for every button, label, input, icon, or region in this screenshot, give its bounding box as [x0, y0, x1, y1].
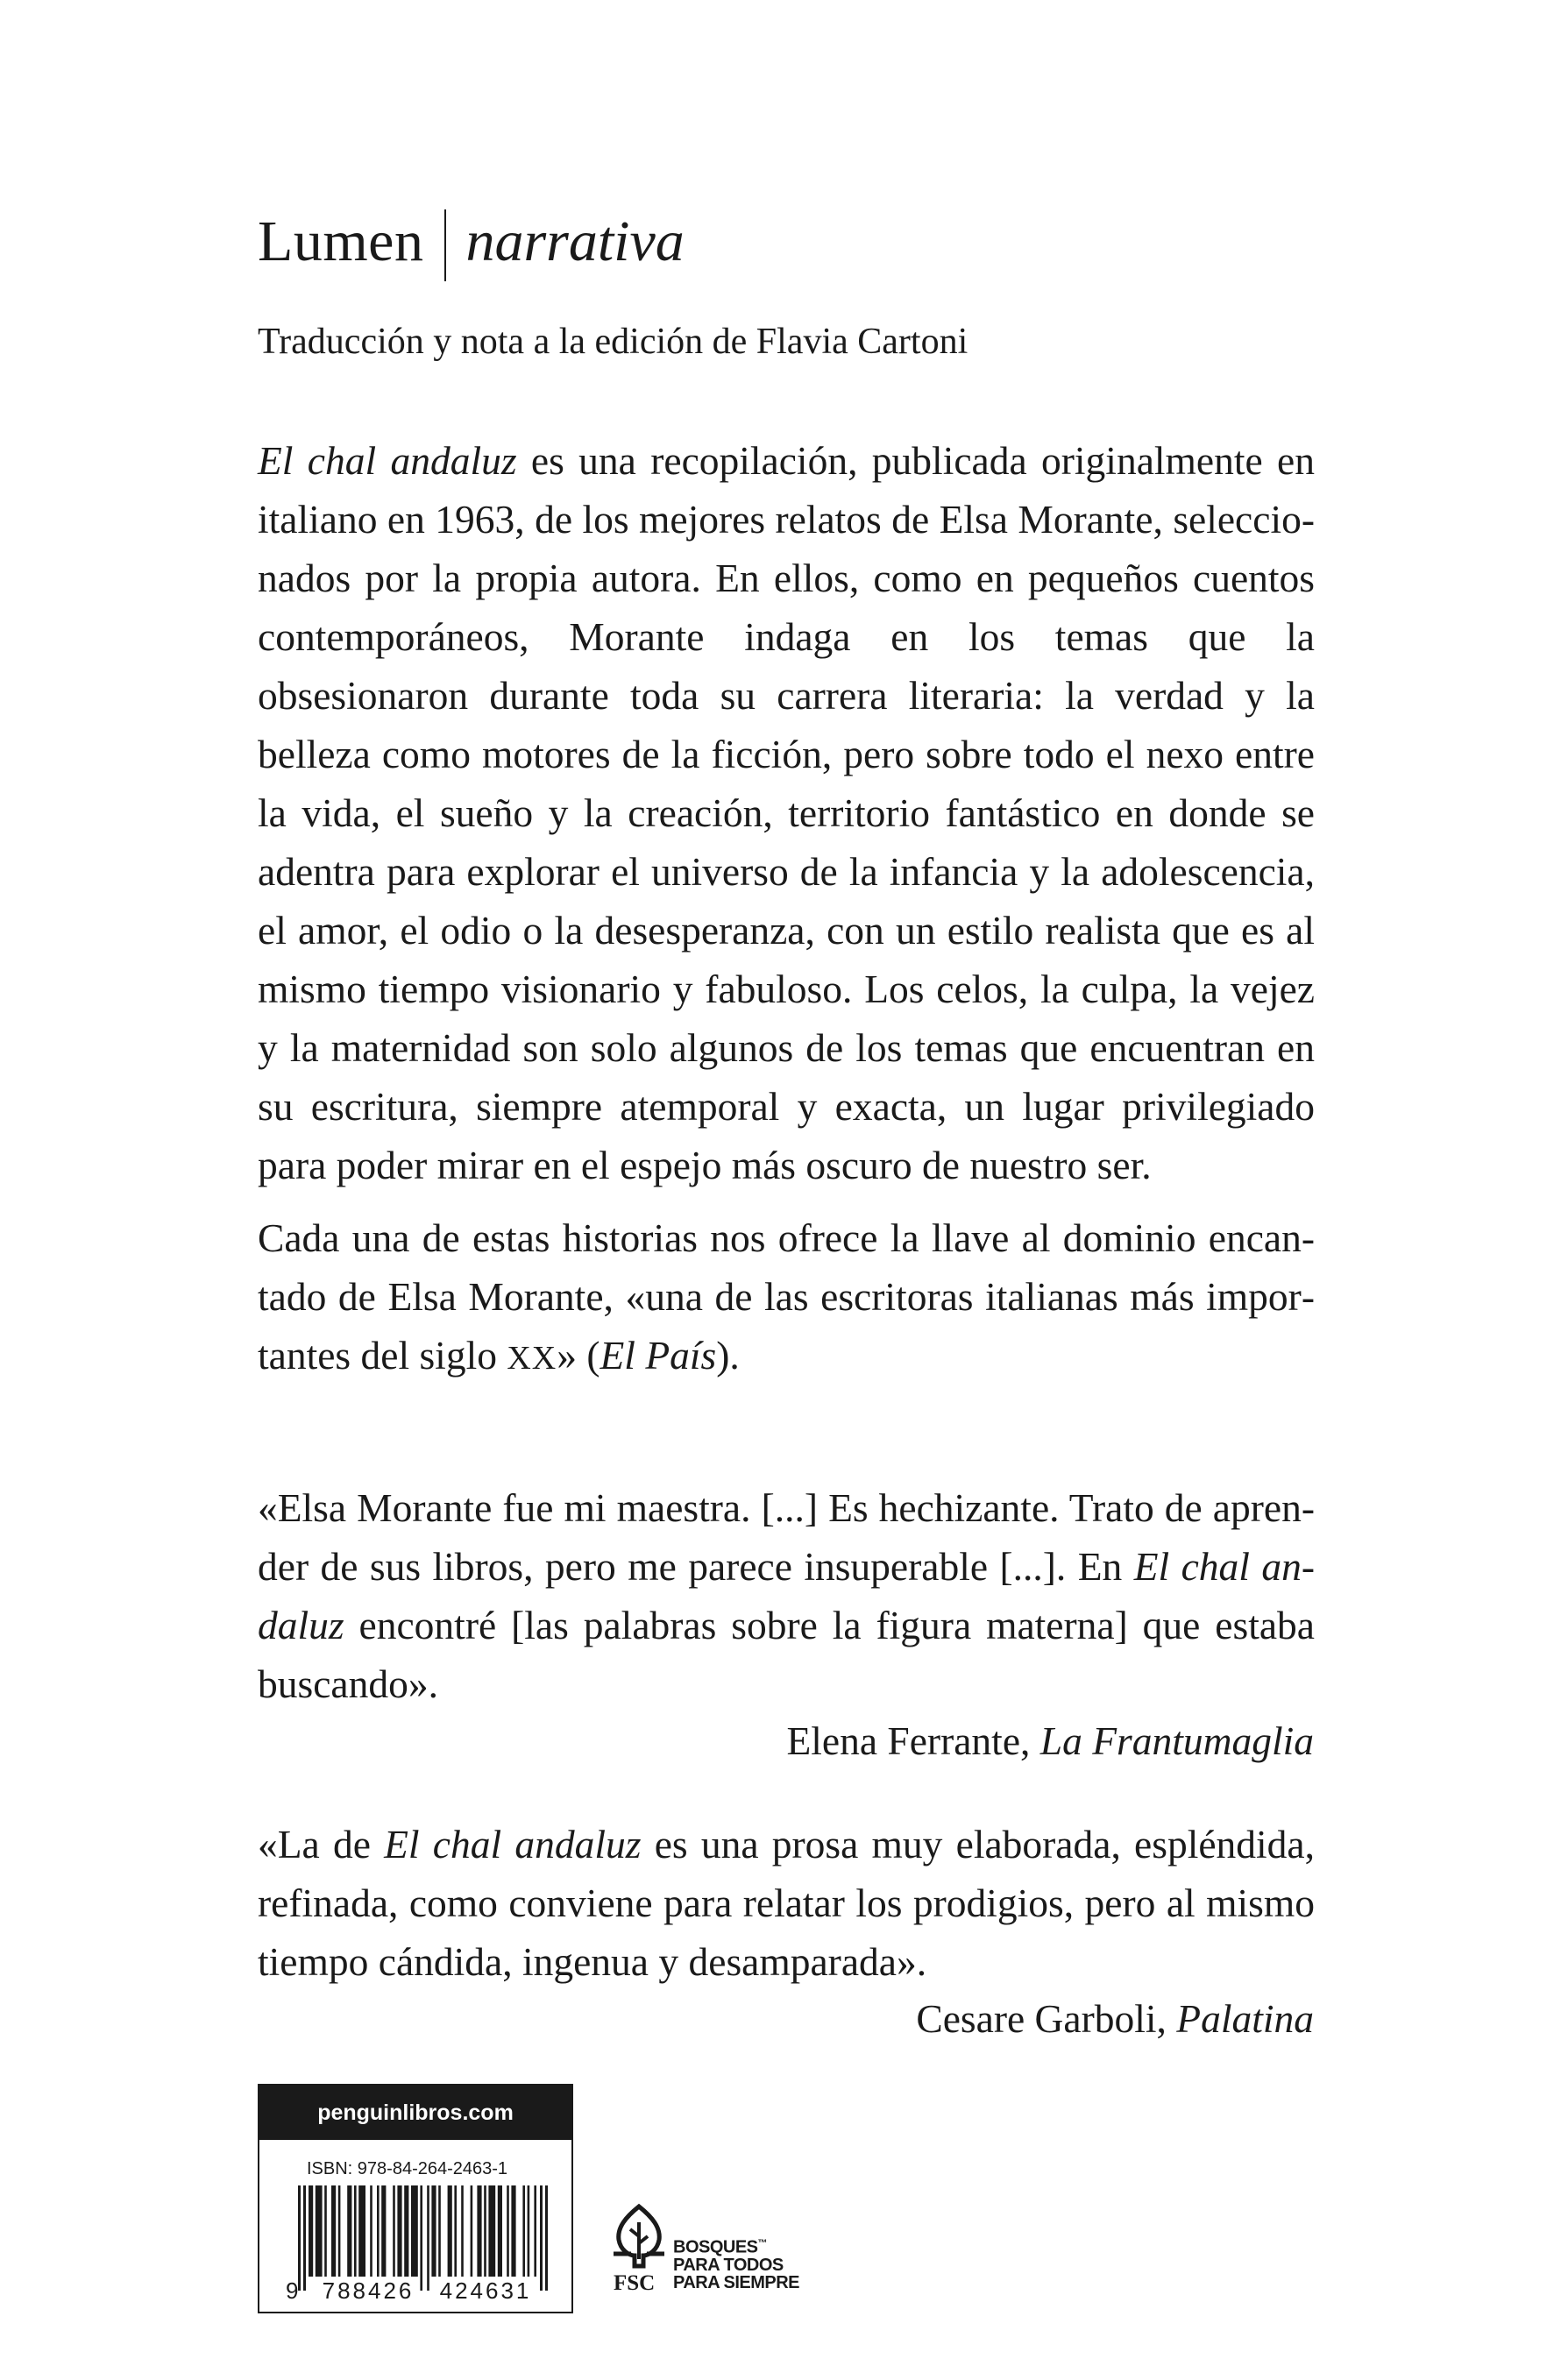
imprint-divider: [444, 209, 446, 281]
publisher-website: penguinlibros.com: [259, 2086, 571, 2140]
quote-source-work: Palatina: [1176, 1996, 1314, 2041]
fsc-trademark: ™: [757, 2238, 768, 2249]
quote-text-end: encontré [las palabras sobre la figura materna] que estaba buscando».: [258, 1603, 1315, 1706]
barcode-bar: [347, 2185, 351, 2277]
barcode-left-digits: 788426: [322, 2277, 415, 2304]
fsc-claim-line: PARA TODOS: [673, 2255, 784, 2275]
quote-author: Elena Ferrante,: [786, 1718, 1040, 1763]
barcode-bar: [488, 2185, 495, 2277]
barcode-bar: [461, 2185, 464, 2277]
ean-barcode: [259, 2086, 571, 2312]
blurb-quote: [258, 1478, 1315, 1713]
fsc-tree-icon: [608, 2201, 670, 2271]
barcode-first-digit: 9: [286, 2277, 299, 2304]
quote-attribution: [916, 1989, 1314, 2048]
barcode-bar: [298, 2185, 301, 2291]
book-title: El chal andaluz: [258, 438, 517, 483]
barcode-bar: [404, 2185, 408, 2277]
teaser-paragraph: [258, 1208, 1315, 1388]
barcode-bar: [540, 2185, 543, 2291]
synopsis-paragraph: [258, 431, 1315, 1194]
isbn-number: ISBN: 978-84-264-2463-1: [307, 2159, 508, 2178]
quote-author: Cesare Garboli,: [916, 1996, 1177, 2041]
barcode-bar: [324, 2185, 327, 2277]
synopsis-body: es una recopilación, publicada originalmente en italiano en 1963, de los mejores relatos de Elsa Morante, seleccionados por la propia autora. En ellos, como en pequeños cuentos contemporáneos, Morante indaga en los temas que la obsesionaron durante toda su carrera literaria: la verdad y la belleza como motores de la ficción, pero sobre todo el nexo entre la vida, el sueño y la creación, territorio fantástico en donde se adentra para explorar el universo de la infancia y la adolescencia, el amor, el odio o la desesperanza, con un estilo realista que es al mismo tiempo visionario y fabuloso. Los celos, la culpa, la vejez y la maternidad son solo algunos de los temas que encuentran en su escritura, siempre atemporal y exacta, un lugar privilegiado para poder mirar en el espejo más oscuro de nuestro ser.: [258, 438, 1315, 1187]
quote-text-end: es una prosa muy elaborada, espléndida, refinada, como conviene para relatar los prodigios, pero al mismo tiempo cándida, ingenua y desamparada».: [258, 1822, 1315, 1984]
barcode-bar: [484, 2185, 486, 2277]
collection-name: narrativa: [465, 209, 685, 273]
barcode-bar: [454, 2185, 457, 2277]
barcode-bar: [309, 2185, 313, 2277]
barcode-bar: [477, 2185, 481, 2277]
barcode-bar: [511, 2185, 515, 2277]
fsc-label: FSC: [614, 2271, 656, 2295]
barcode-bar: [545, 2185, 548, 2291]
quote-attribution: [786, 1711, 1314, 1770]
barcode-bar: [338, 2185, 341, 2277]
barcode-bar: [397, 2185, 401, 2277]
barcode-bar: [507, 2185, 509, 2277]
fsc-logo: [608, 2201, 836, 2299]
barcode-bar: [438, 2185, 441, 2277]
barcode-bar: [381, 2185, 386, 2277]
fsc-claim-line: BOSQUES: [673, 2237, 758, 2257]
barcode-bar: [393, 2185, 395, 2277]
barcode-bar: [528, 2185, 530, 2277]
teaser-text-end: ).: [716, 1333, 740, 1378]
barcode-bar: [354, 2185, 357, 2277]
barcode-bar: [534, 2185, 536, 2277]
quote-book-title: El chal andaluz: [384, 1822, 642, 1866]
barcode-bar: [448, 2185, 452, 2277]
barcode-bar: [331, 2185, 336, 2277]
blurb-quote: [258, 1815, 1315, 1991]
barcode-bar: [498, 2185, 502, 2277]
barcode-bar: [427, 2185, 429, 2291]
barcode-bar: [358, 2185, 365, 2277]
quote-text: «La de: [258, 1822, 385, 1866]
barcode-block: [258, 2084, 573, 2313]
fsc-claim-line: PARA SIEMPRE: [673, 2272, 800, 2292]
teaser-text: Cada una de estas historias nos ofrece la llave al dominio encantado de Elsa Morante, «una de las escritoras italianas más importantes del siglo: [258, 1215, 1315, 1378]
quote-book-title: El chal andaluz: [258, 1544, 1315, 1647]
translation-credit: Traducción y nota a la edición de Flavia Cartoni: [258, 322, 968, 362]
press-source: El País: [600, 1333, 717, 1378]
barcode-right-digits: 424631: [439, 2277, 532, 2304]
fsc-claim: [673, 2235, 799, 2291]
publisher-imprint: [258, 206, 685, 278]
barcode-bar: [522, 2185, 525, 2277]
barcode-bar: [316, 2185, 323, 2277]
barcode-bar: [411, 2185, 418, 2277]
publisher-name: Lumen: [258, 209, 424, 273]
quote-source-work: La Frantumaglia: [1039, 1718, 1314, 1763]
barcode-bar: [370, 2185, 372, 2277]
quote-text: «Elsa Morante fue mi maestra. [...] Es hechizante. Trato de aprender de sus libros, pero me parece insuperable [...]. En: [258, 1485, 1315, 1589]
barcode-bar: [377, 2185, 380, 2277]
teaser-text-mid: » (: [557, 1333, 600, 1378]
barcode-bar: [420, 2185, 422, 2291]
barcode-bar: [471, 2185, 473, 2277]
century-numeral: XX: [507, 1340, 557, 1377]
barcode-bar: [431, 2185, 436, 2277]
barcode-bar: [303, 2185, 306, 2291]
